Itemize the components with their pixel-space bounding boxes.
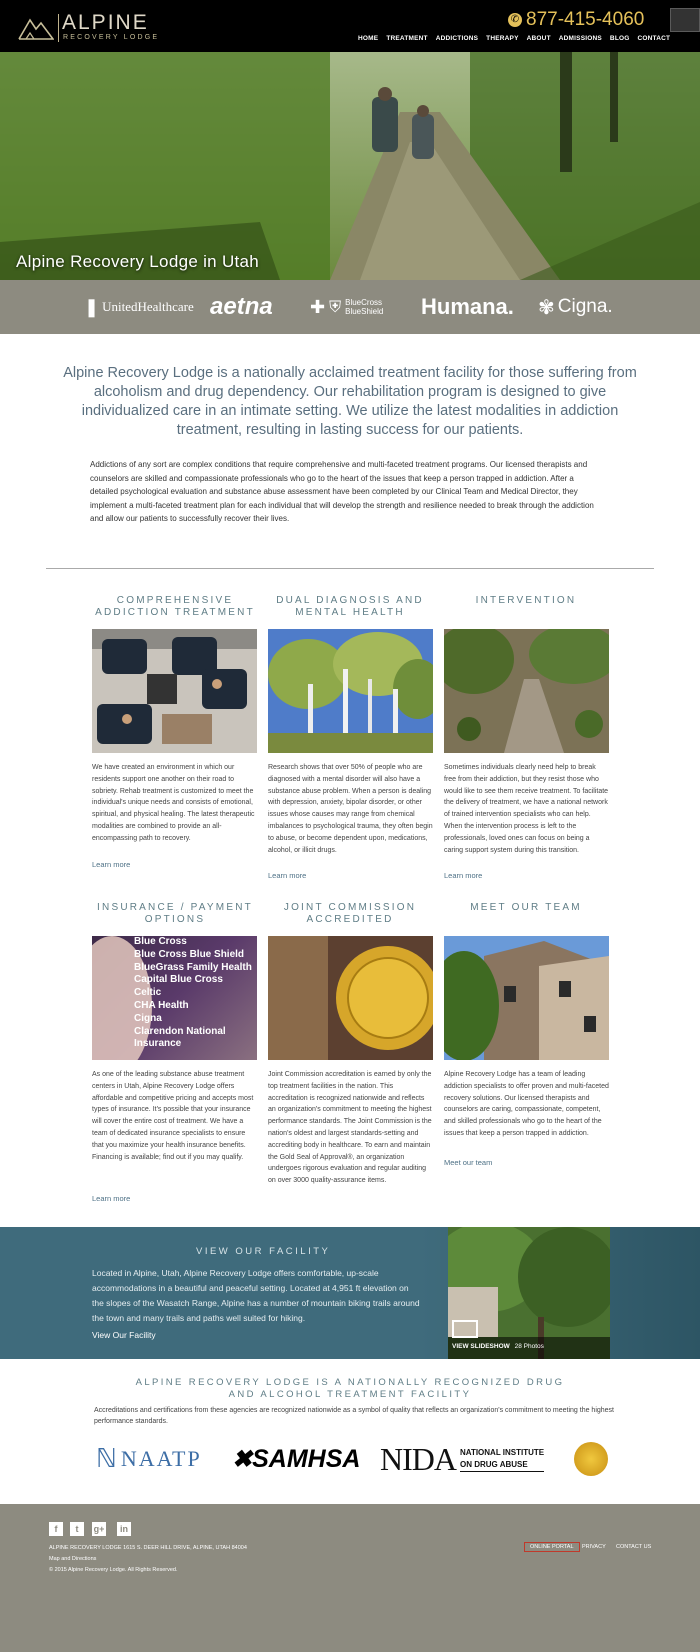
slideshow-icon[interactable] xyxy=(452,1320,478,1338)
divider xyxy=(46,568,654,569)
mountain-logo-icon[interactable] xyxy=(18,16,54,40)
intro-body: Addictions of any sort are complex conditions that require comprehensive and multi-faceted treatment programs. Our licensed therapists and counselors are skilled and compassionate professionals who go to the heart of the issues that keep a person trapped in addiction. After a detailed psychological evaluation and substance abuse assessment have been completed by our Clinical Team and Medical Director, they implement a multi-faceted treatment plan for each individual that will develop the strength and resilience needed to break through the addiction and allow our patients to successfully recover their lives. xyxy=(90,460,594,524)
copyright: © 2015 Alpine Recovery Lodge. All Rights Reserved. xyxy=(49,1567,178,1573)
nav-home[interactable]: HOME xyxy=(358,35,379,42)
search-input[interactable] xyxy=(670,8,700,32)
main-nav xyxy=(358,35,678,42)
card-title-joint-commission: JOINT COMMISSION ACCREDITED xyxy=(283,902,417,925)
cigna-logo xyxy=(538,280,613,334)
lounge-photo[interactable] xyxy=(92,629,257,753)
card-title-dual-diagnosis: DUAL DIAGNOSIS AND MENTAL HEALTH xyxy=(276,595,424,618)
naatp-swirl-icon: ℕ xyxy=(96,1444,119,1473)
hero-trail-illustration xyxy=(0,52,700,280)
slideshow-label[interactable] xyxy=(452,1343,544,1350)
card-text-joint-commission: Joint Commission accreditation is earned by only the top treatment facilities in the nation. This accreditation is recognized nationwide and reflects an organization's commitment to meeting the highest performance standards. The Joint Commission is the nation's oldest and largest standards-setting and accrediting body in healthcare. To earn and maintain the Gold Seal of Approval®, an organization undergoes rigorous evaluation and regular auditing on over 3000 quality-assurance items. xyxy=(268,1071,432,1185)
card-text-addiction-treatment: We have created an environment in which our residents support one another on their road to sobriety. Rehab treatment is customized to meet the individual's unique needs and consists of emotional, spiritual, and physical healing. The latest therapeutic modalities are combined to provide an all-encompassing path to recovery. xyxy=(92,764,255,842)
samhsa-label: SAMHSA xyxy=(252,1444,361,1473)
bcbs-label-1: BlueCross xyxy=(345,298,383,307)
privacy-link[interactable]: PRIVACY xyxy=(582,1544,606,1550)
cigna-tree-icon: ✾ xyxy=(538,296,555,319)
insurance-name: Insurance xyxy=(134,1038,182,1050)
nida-fullname xyxy=(460,1447,544,1472)
samhsa-figure-icon: ✖ xyxy=(232,1445,253,1473)
humana-logo: Humana. xyxy=(421,294,514,319)
insurance-name: Cigna xyxy=(134,1012,162,1024)
insurance-name: Celtic xyxy=(134,987,162,999)
nida-fullname-line: ON DRUG ABUSE xyxy=(459,1459,528,1469)
insurance-name: BlueGrass Family Health xyxy=(134,961,252,973)
linkedin-icon[interactable]: in xyxy=(117,1522,131,1536)
online-portal-link[interactable]: ONLINE PORTAL xyxy=(524,1542,580,1552)
nav-therapy[interactable]: THERAPY xyxy=(486,35,519,42)
garden-path-photo[interactable] xyxy=(444,629,609,753)
aspen-trees-photo[interactable] xyxy=(268,629,433,753)
learn-more-link[interactable]: Learn more xyxy=(444,871,483,880)
facebook-icon[interactable]: f xyxy=(49,1522,63,1536)
phone-number[interactable]: 877-415-4060 xyxy=(526,9,645,30)
lodge-building-photo[interactable] xyxy=(444,936,609,1060)
insurance-name: Capital Blue Cross xyxy=(134,974,223,986)
unitedhealthcare-label: UnitedHealthcare xyxy=(102,299,194,314)
facility-text: Located in Alpine, Utah, Alpine Recovery Lodge offers comfortable, up-scale accommodations in a beautiful and peaceful setting. Located at 4,951 ft elevation on the slopes of the Wasatch Range, Alpine has a number of mountain biking trails around the town and many trails and paths well suited for hiking. xyxy=(92,1268,420,1323)
insurance-name: Blue Cross Blue Shield xyxy=(134,948,245,960)
insurance-list-photo[interactable] xyxy=(92,936,257,1060)
logo-divider xyxy=(58,14,59,42)
slideshow-text[interactable]: VIEW SLIDESHOW xyxy=(452,1343,510,1350)
bcbs-shield-icon: ⛨ xyxy=(329,298,342,316)
nida-fullname-line: NATIONAL INSTITUTE xyxy=(459,1447,545,1457)
nida-label: NIDA xyxy=(380,1440,456,1477)
photo-count: 28 Photos xyxy=(514,1343,544,1350)
view-facility-link[interactable]: View Our Facility xyxy=(92,1330,156,1340)
nida-logo[interactable] xyxy=(380,1441,544,1477)
card-title-meet-team: MEET OUR TEAM xyxy=(470,902,582,913)
intro-headline: Alpine Recovery Lodge is a nationally acclaimed treatment facility for those suffering from alcoholism and drug dependency. Our rehabilitation program is designed to give individualized care in an intimate setting. We utilize the latest modalities in addiction treatment, resulting in lasting success for our patients. xyxy=(63,365,637,438)
insurance-logo-bar xyxy=(0,280,700,334)
logo-title[interactable]: ALPINE xyxy=(62,11,149,34)
insurance-name-list xyxy=(134,936,252,1051)
learn-more-link[interactable]: Learn more xyxy=(92,860,131,869)
meet-our-team-link[interactable]: Meet our team xyxy=(444,1158,493,1167)
card-text-intervention: Sometimes individuals clearly need help to break free from their addiction, but they resist those who would like to see them receive treatment. To facilitate the delivery of treatment, we have a national network of trained intervention specialists who can help. When the intervention process is left to the professionals, loved ones can focus on being a caring support system during this transition. xyxy=(444,764,609,854)
hero-image xyxy=(0,52,700,280)
twitter-icon[interactable]: t xyxy=(70,1522,84,1536)
phone-icon: ✆ xyxy=(508,13,522,27)
card-title-insurance: INSURANCE / PAYMENT OPTIONS xyxy=(97,902,253,925)
insurance-name: Clarendon National xyxy=(134,1025,226,1037)
nav-contact[interactable]: CONTACT xyxy=(637,35,671,42)
accreditation-title: ALPINE RECOVERY LODGE IS A NATIONALLY RECOGNIZED DRUG AND ALCOHOL TREATMENT FACILITY xyxy=(135,1377,565,1400)
gold-seal-icon[interactable] xyxy=(574,1442,608,1476)
card-text-insurance: As one of the leading substance abuse treatment centers in Utah, Alpine Recovery Lodge offers affordable and competitive pricing and accepts most types of insurance. It's possible that your insurance will cover the entire cost of treatment. We have a team of dedicated insurance specialists to ensure that you maximize your health insurance benefits. Financing is available; find out if you may qualify. xyxy=(92,1071,254,1161)
unitedhealthcare-mark-icon: ❚ xyxy=(84,296,100,317)
unitedhealthcare-logo xyxy=(84,280,194,334)
bcbs-logo xyxy=(310,280,383,334)
accreditation-text: Accreditations and certifications from these agencies are recognized nationwide as a symbol of quality that reflects an organization's commitment to meeting the highest performance standards. xyxy=(94,1407,614,1425)
nav-treatment[interactable]: TREATMENT xyxy=(386,35,428,42)
card-title-addiction-treatment: COMPREHENSIVE ADDICTION TREATMENT xyxy=(95,595,255,618)
learn-more-link[interactable]: Learn more xyxy=(92,1194,131,1203)
insurance-name: CHA Health xyxy=(134,999,189,1011)
google-plus-icon[interactable]: g+ xyxy=(93,1524,105,1534)
bcbs-cross-icon: ✚ xyxy=(310,296,326,317)
gold-seal-photo[interactable] xyxy=(268,936,433,1060)
aetna-logo: aetna xyxy=(210,293,273,320)
facility-title: VIEW OUR FACILITY xyxy=(196,1246,331,1257)
bcbs-label-2: BlueShield xyxy=(345,307,384,316)
naatp-label: NAATP xyxy=(120,1446,202,1471)
nav-blog[interactable]: BLOG xyxy=(609,35,630,42)
card-text-dual-diagnosis: Research shows that over 50% of people who are diagnosed with a mental disorder will also have a substance abuse problem. When a person is dealing with depression, anxiety, bipolar disorder, or other issues whose causes may range from chemical imbalances to psychological trauma, they often begin to abuse, or become dependent upon, medications, alcohol, or illicit drugs. xyxy=(268,764,433,854)
hero-caption: Alpine Recovery Lodge in Utah xyxy=(16,252,260,271)
logo-subtitle: RECOVERY LODGE xyxy=(63,34,160,41)
insurance-name: Blue Cross xyxy=(134,936,187,947)
card-title-intervention: INTERVENTION xyxy=(475,595,577,606)
footer-address: ALPINE RECOVERY LODGE 1615 S. DEER HILL DRIVE, ALPINE, UTAH 84004 xyxy=(49,1545,247,1551)
naatp-logo[interactable] xyxy=(96,1442,202,1476)
nav-about[interactable]: ABOUT xyxy=(526,35,551,42)
nav-admissions[interactable]: ADMISSIONS xyxy=(558,35,602,42)
nav-addictions[interactable]: ADDICTIONS xyxy=(435,35,479,42)
learn-more-link[interactable]: Learn more xyxy=(268,871,307,880)
contact-us-link[interactable]: CONTACT US xyxy=(616,1544,652,1550)
samhsa-logo[interactable] xyxy=(232,1440,360,1478)
map-directions-link[interactable]: Map and Directions xyxy=(49,1556,97,1562)
cigna-label: Cigna. xyxy=(557,296,613,317)
card-text-meet-team: Alpine Recovery Lodge has a team of leading addiction specialists to offer proven and multi-faceted recovery solutions. Our licensed therapists and counselors are caring, compassionate, competent, and skilled professionals who go to the heart of the issues that keep a person trapped in addiction. xyxy=(444,1071,609,1137)
